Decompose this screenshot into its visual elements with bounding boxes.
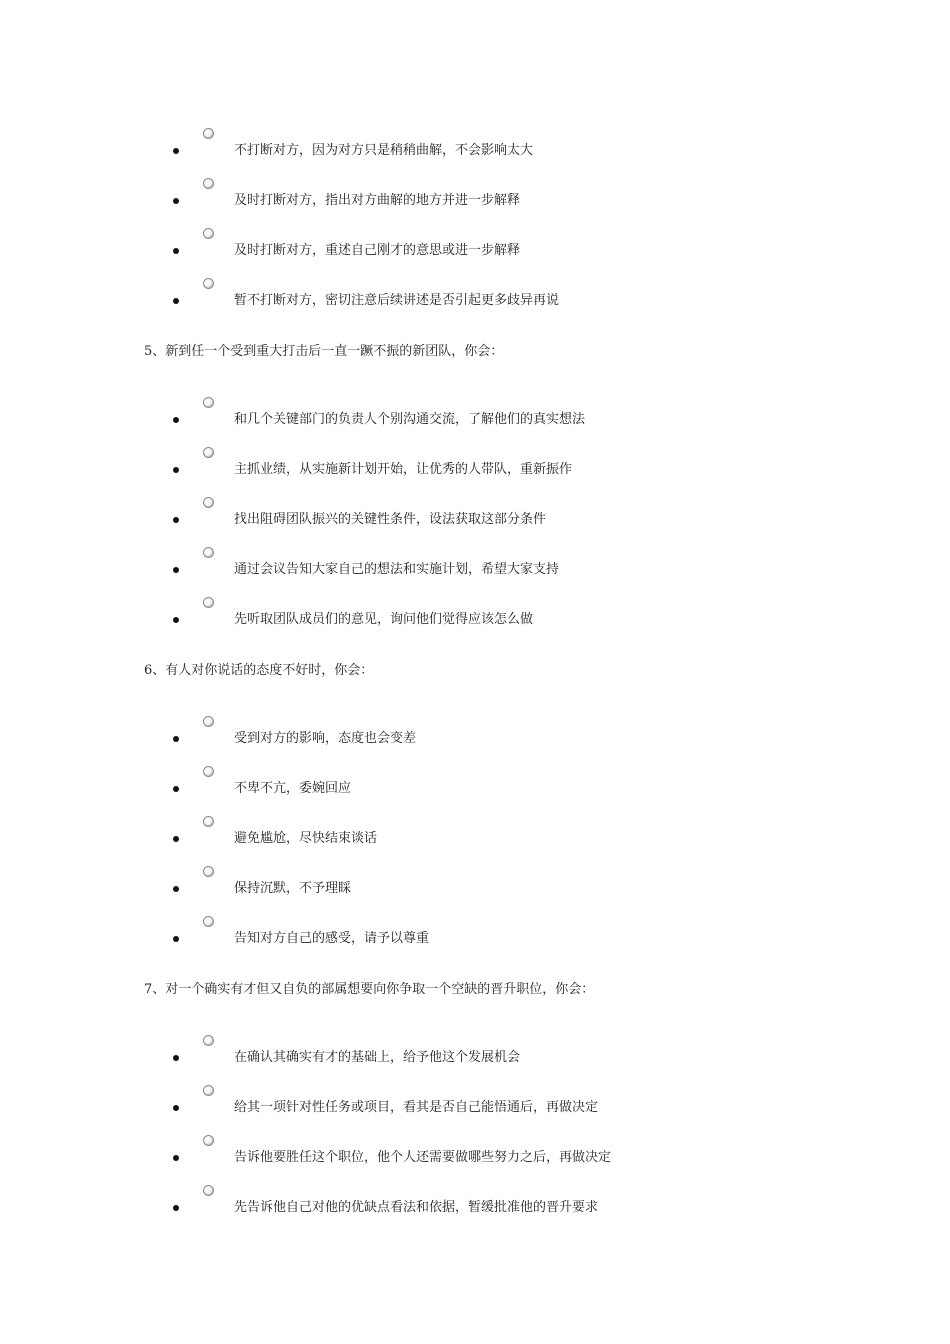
radio-button-icon[interactable]	[203, 716, 214, 727]
option-label: 在确认其确实有才的基础上，给予他这个发展机会	[234, 1050, 521, 1065]
radio-button-icon[interactable]	[203, 916, 214, 927]
question-5-text: 5、新到任一个受到重大打击后一直一蹶不振的新团队，你会：	[144, 344, 504, 359]
bullet-dot-icon	[173, 298, 179, 304]
q6-option-3[interactable]	[0, 816, 950, 856]
q5-option-1[interactable]	[0, 397, 950, 437]
radio-button-icon[interactable]	[203, 766, 214, 777]
bullet-dot-icon	[173, 567, 179, 573]
q5-option-5[interactable]	[0, 597, 950, 637]
radio-button-icon[interactable]	[203, 1185, 214, 1196]
option-label: 及时打断对方，重述自己刚才的意思或进一步解释	[234, 243, 521, 258]
option-label: 找出阻碍团队振兴的关键性条件，设法获取这部分条件	[234, 512, 547, 527]
option-label: 暂不打断对方，密切注意后续讲述是否引起更多歧异再说	[234, 293, 560, 308]
radio-button-icon[interactable]	[203, 447, 214, 458]
option-label: 及时打断对方，指出对方曲解的地方并进一步解释	[234, 193, 521, 208]
option-label: 先告诉他自己对他的优缺点看法和依据，暂缓批准他的晋升要求	[234, 1200, 599, 1215]
radio-button-icon[interactable]	[203, 178, 214, 189]
radio-button-icon[interactable]	[203, 1135, 214, 1146]
option-label: 受到对方的影响，态度也会变差	[234, 731, 417, 746]
question-7-text: 7、对一个确实有才但又自负的部属想要向你争取一个空缺的晋升职位，你会：	[144, 982, 595, 997]
q5-option-4[interactable]	[0, 547, 950, 587]
option-label: 通过会议告知大家自己的想法和实施计划，希望大家支持	[234, 562, 560, 577]
option-label: 告诉他要胜任这个职位，他个人还需要做哪些努力之后，再做决定	[234, 1150, 612, 1165]
radio-button-icon[interactable]	[203, 397, 214, 408]
q7-option-1[interactable]	[0, 1035, 950, 1075]
bullet-dot-icon	[173, 1155, 179, 1161]
bullet-dot-icon	[173, 198, 179, 204]
option-label: 告知对方自己的感受，请予以尊重	[234, 931, 430, 946]
option-label: 避免尴尬，尽快结束谈话	[234, 831, 378, 846]
radio-button-icon[interactable]	[203, 1085, 214, 1096]
bullet-dot-icon	[173, 836, 179, 842]
question-6-text: 6、有人对你说话的态度不好时，你会：	[144, 663, 374, 678]
q7-option-3[interactable]	[0, 1135, 950, 1175]
bullet-dot-icon	[173, 786, 179, 792]
q6-option-1[interactable]	[0, 716, 950, 756]
q6-option-4[interactable]	[0, 866, 950, 906]
radio-button-icon[interactable]	[203, 816, 214, 827]
bullet-dot-icon	[173, 417, 179, 423]
radio-button-icon[interactable]	[203, 1035, 214, 1046]
radio-button-icon[interactable]	[203, 228, 214, 239]
option-label: 不打断对方，因为对方只是稍稍曲解，不会影响太大	[234, 143, 534, 158]
bullet-dot-icon	[173, 1205, 179, 1211]
option-label: 先听取团队成员们的意见，询问他们觉得应该怎么做	[234, 612, 534, 627]
radio-button-icon[interactable]	[203, 278, 214, 289]
bullet-dot-icon	[173, 886, 179, 892]
bullet-dot-icon	[173, 248, 179, 254]
q6-option-5[interactable]	[0, 916, 950, 956]
q4-option-3[interactable]	[0, 228, 950, 268]
bullet-dot-icon	[173, 936, 179, 942]
option-label: 保持沉默，不予理睬	[234, 881, 352, 896]
q7-option-2[interactable]	[0, 1085, 950, 1125]
q7-option-4[interactable]	[0, 1185, 950, 1225]
bullet-dot-icon	[173, 467, 179, 473]
q4-option-2[interactable]	[0, 178, 950, 218]
bullet-dot-icon	[173, 736, 179, 742]
radio-button-icon[interactable]	[203, 547, 214, 558]
bullet-dot-icon	[173, 517, 179, 523]
option-label: 给其一项针对性任务或项目，看其是否自己能悟通后，再做决定	[234, 1100, 599, 1115]
radio-button-icon[interactable]	[203, 866, 214, 877]
radio-button-icon[interactable]	[203, 597, 214, 608]
q5-option-3[interactable]	[0, 497, 950, 537]
q4-option-4[interactable]	[0, 278, 950, 318]
q4-option-1[interactable]	[0, 128, 950, 168]
q5-option-2[interactable]	[0, 447, 950, 487]
radio-button-icon[interactable]	[203, 497, 214, 508]
option-label: 和几个关键部门的负责人个别沟通交流，了解他们的真实想法	[234, 412, 586, 427]
radio-button-icon[interactable]	[203, 128, 214, 139]
bullet-dot-icon	[173, 1105, 179, 1111]
q6-option-2[interactable]	[0, 766, 950, 806]
bullet-dot-icon	[173, 617, 179, 623]
option-label: 不卑不亢，委婉回应	[234, 781, 352, 796]
bullet-dot-icon	[173, 148, 179, 154]
option-label: 主抓业绩，从实施新计划开始，让优秀的人带队，重新振作	[234, 462, 573, 477]
bullet-dot-icon	[173, 1055, 179, 1061]
